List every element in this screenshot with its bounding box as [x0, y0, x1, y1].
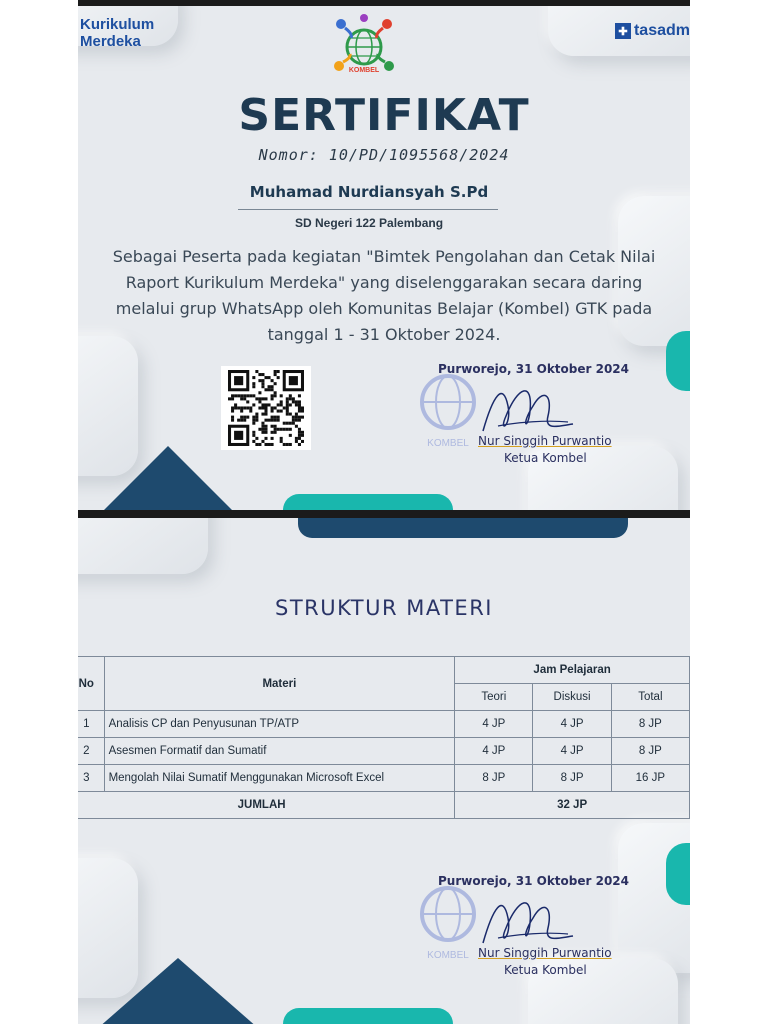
certificate-page — [78, 6, 690, 510]
certificate-description: Sebagai Peserta pada kegiatan "Bimtek Pengolahan dan Cetak Nilai Raport Kurikulum Merdeka" yang diselenggarakan secara daring melalui grup WhatsApp oleh Komunitas Belajar (Kombel) GTK pada tanggal 1 - 31 Oktober 2024. — [112, 247, 656, 344]
svg-text:KOMBEL: KOMBEL — [427, 950, 469, 961]
jumlah-label: JUMLAH — [78, 792, 455, 819]
signature-scribble-icon — [478, 888, 578, 954]
decor-navy-triangle — [98, 446, 238, 510]
header-diskusi: Diskusi — [533, 684, 611, 711]
row-no: 2 — [78, 738, 104, 765]
recipient-school: SD Negeri 122 Palembang — [294, 216, 444, 230]
row-materi: Asesmen Formatif dan Sumatif — [104, 738, 455, 765]
signature-block — [408, 874, 690, 984]
table-row — [78, 711, 690, 738]
materi-table — [78, 656, 690, 819]
signature-place-date: Purworejo, 31 Oktober 2024 — [438, 362, 629, 376]
header-materi: Materi — [104, 657, 455, 711]
decor-navy-triangle — [98, 958, 258, 1024]
svg-text:KOMBEL: KOMBEL — [427, 438, 469, 449]
name-underline — [238, 209, 498, 210]
struktur-materi-page — [78, 518, 690, 1024]
decor-navy-bar — [298, 518, 628, 538]
certificate-number: Nomor: 10/PD/1095568/2024 — [258, 146, 510, 164]
row-total: 8 JP — [611, 711, 689, 738]
kombel-logo-text: KOMBEL — [348, 67, 380, 74]
tasadm-logo: ✚ tasadm — [615, 22, 690, 40]
row-diskusi: 8 JP — [533, 765, 611, 792]
row-no: 3 — [78, 765, 104, 792]
row-diskusi: 4 JP — [533, 738, 611, 765]
table-row — [78, 765, 690, 792]
row-total: 16 JP — [611, 765, 689, 792]
row-teori: 8 JP — [455, 765, 533, 792]
row-total: 8 JP — [611, 738, 689, 765]
signature-place-date: Purworejo, 31 Oktober 2024 — [438, 874, 629, 888]
table-row — [78, 738, 690, 765]
recipient-name: Muhamad Nurdiansyah S.Pd — [249, 183, 489, 201]
row-materi: Mengolah Nilai Sumatif Menggunakan Microsoft Excel — [104, 765, 455, 792]
signer-role: Ketua Kombel — [504, 451, 587, 465]
decor-tile — [78, 518, 208, 574]
certificate-title: SERTIFIKAT — [238, 90, 530, 141]
row-diskusi: 4 JP — [533, 711, 611, 738]
qr-code-icon — [228, 370, 304, 446]
page-separator — [78, 510, 690, 518]
table-header-row — [78, 657, 690, 684]
decor-teal-bar — [283, 494, 453, 510]
struktur-title: STRUKTUR MATERI — [275, 596, 493, 620]
signature-scribble-icon — [478, 376, 578, 442]
header-total: Total — [611, 684, 689, 711]
header-no: No — [78, 657, 104, 711]
kurikulum-merdeka-logo: Kurikulum Merdeka — [80, 16, 155, 50]
signer-name: Nur Singgih Purwantio — [478, 946, 612, 960]
signer-name: Nur Singgih Purwantio — [478, 434, 612, 448]
header-teori: Teori — [455, 684, 533, 711]
signature-block — [408, 362, 690, 472]
kombel-logo — [331, 14, 397, 90]
row-no: 1 — [78, 711, 104, 738]
header-jam-pelajaran: Jam Pelajaran — [455, 657, 690, 684]
decor-teal-bar — [283, 1008, 453, 1024]
table-total-row — [78, 792, 690, 819]
jumlah-value: 32 JP — [455, 792, 690, 819]
row-teori: 4 JP — [455, 738, 533, 765]
row-materi: Analisis CP dan Penyusunan TP/ATP — [104, 711, 455, 738]
tasadm-icon: ✚ — [615, 23, 631, 39]
qr-code — [221, 366, 311, 450]
row-teori: 4 JP — [455, 711, 533, 738]
signer-role: Ketua Kombel — [504, 963, 587, 977]
